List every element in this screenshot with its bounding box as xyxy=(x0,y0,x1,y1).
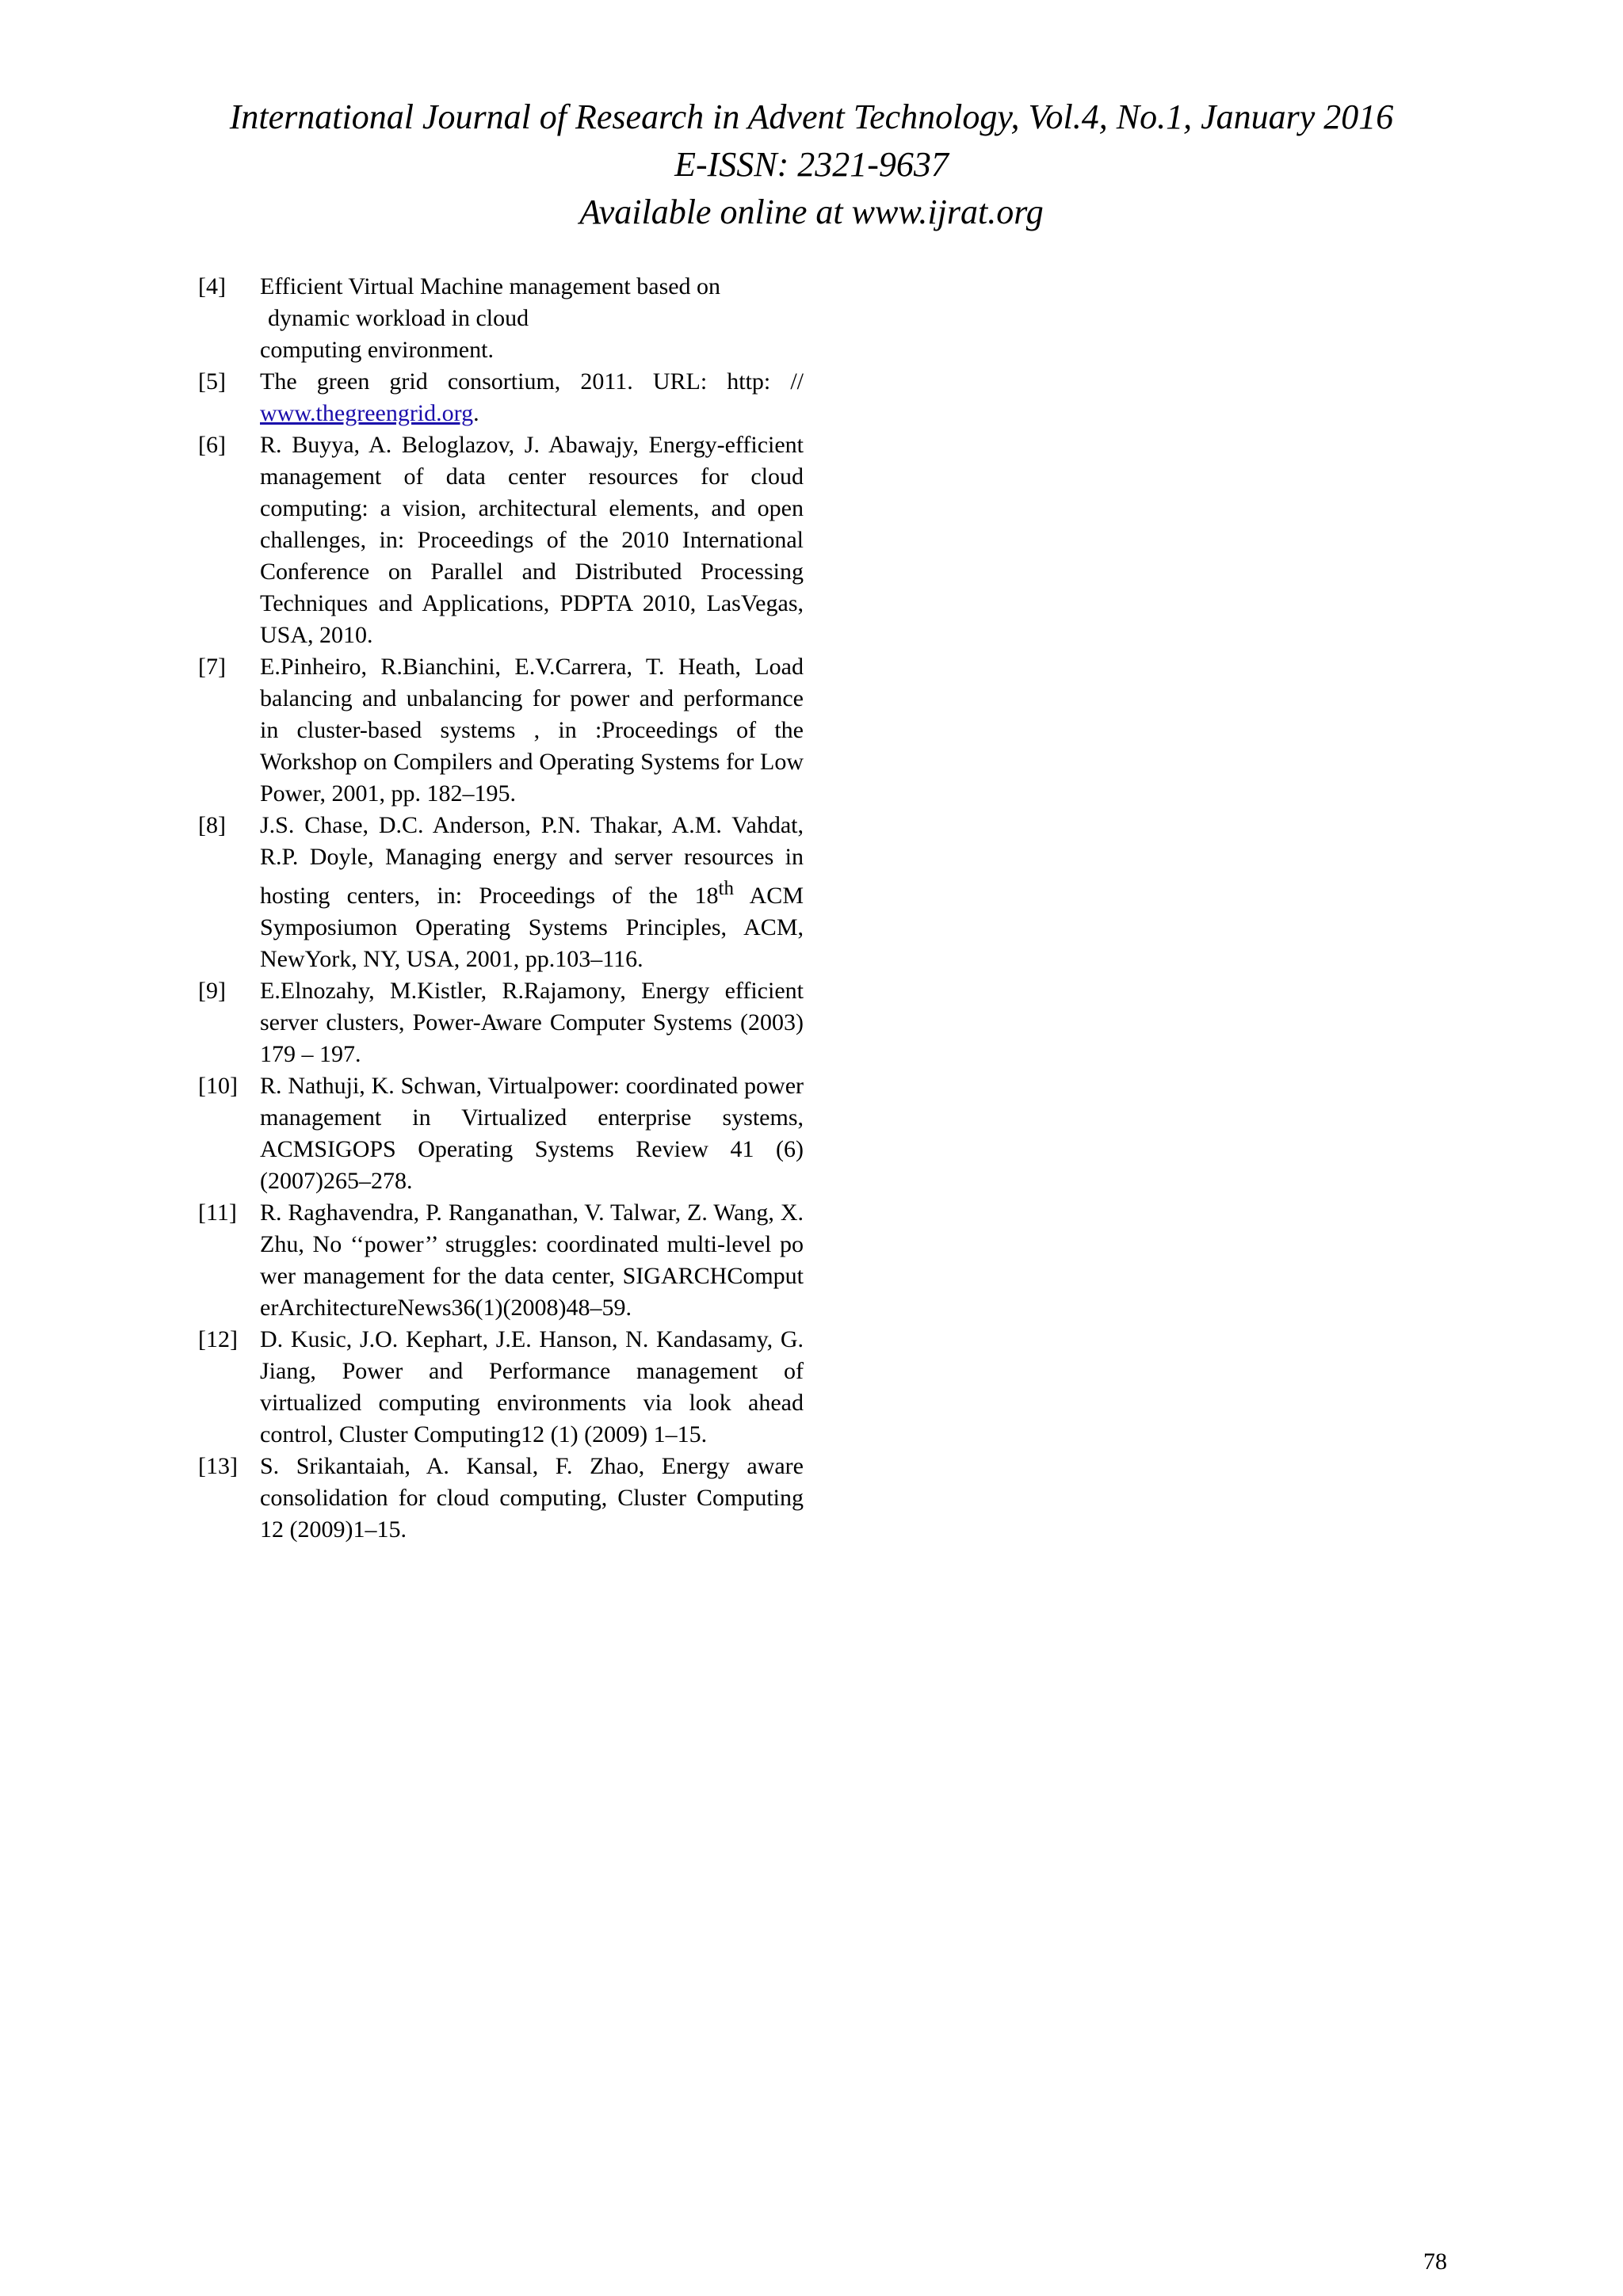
reference-number: [5] xyxy=(198,368,226,395)
reference-number: [4] xyxy=(198,273,226,299)
journal-header xyxy=(0,93,1623,236)
reference-number: [9] xyxy=(198,978,226,1004)
reference-text: R. Buyya, A. Beloglazov, J. Abawajy, Energy-efficient management of data center resources for cloud computing: a vision, architectural elements, and open challenges, in: Proceedings of the 2010 International Conference on Parallel and Distributed Processing Techniques and Applications, PDPTA 2010, LasVegas, USA, 2010. xyxy=(260,432,804,648)
reference-link[interactable]: www.thegreengrid.org xyxy=(260,400,474,426)
journal-title: International Journal of Research in Advent Technology, Vol.4, No.1, January 2016 xyxy=(229,97,1394,136)
reference-item-7 xyxy=(198,651,804,810)
reference-number: [6] xyxy=(198,432,226,458)
reference-text-part: The green grid consortium, 2011. URL: http: // xyxy=(260,368,804,395)
reference-item-9 xyxy=(198,975,804,1070)
reference-line: dynamic workload in cloud xyxy=(268,305,529,331)
reference-item-8 xyxy=(198,810,804,975)
reference-line: computing environment. xyxy=(260,337,494,363)
page-number: 78 xyxy=(1423,2248,1447,2275)
reference-text-part: J.S. Chase, D.C. Anderson, P.N. Thakar, A.M. Vahdat, R.P. Doyle, Managing energy and server resources in hosting centers, in: Proceedings of the 18 xyxy=(260,812,804,909)
reference-text-part: . xyxy=(473,400,479,426)
reference-list xyxy=(198,271,804,1546)
reference-text-part: ACM Symposiumon Operating Systems Principles, ACM, NewYork, NY, USA, 2001, pp.103–116. xyxy=(260,883,804,972)
reference-text: E.Pinheiro, R.Bianchini, E.V.Carrera, T. Heath, Load balancing and unbalancing for power and performance in cluster-based systems , in :Proceedings of the Workshop on Compilers and Operating Systems for Low Power, 2001, pp. 182–195. xyxy=(260,654,804,807)
reference-item-10 xyxy=(198,1070,804,1197)
reference-number: [13] xyxy=(198,1453,238,1479)
reference-number: [7] xyxy=(198,654,226,680)
reference-text xyxy=(260,810,804,975)
reference-superscript: th xyxy=(718,878,734,899)
reference-item-5 xyxy=(198,366,804,429)
reference-text: R. Nathuji, K. Schwan, Virtualpower: coordinated power management in Virtualized enterprise systems, ACMSIGOPS Operating Systems Review 41 (6) (2007)265–278. xyxy=(260,1073,804,1194)
reference-text: D. Kusic, J.O. Kephart, J.E. Hanson, N. Kandasamy, G. Jiang, Power and Performance management of virtualized computing environments via look ahead control, Cluster Computing12 (1) (2009) 1–15. xyxy=(260,1326,804,1447)
reference-text xyxy=(260,271,804,366)
reference-text: E.Elnozahy, M.Kistler, R.Rajamony, Energy efficient server clusters, Power-Aware Computer Systems (2003) 179 – 197. xyxy=(260,978,804,1067)
reference-line: Efficient Virtual Machine management based on xyxy=(260,273,721,299)
journal-availability: Available online at www.ijrat.org xyxy=(579,193,1044,231)
reference-item-13 xyxy=(198,1451,804,1546)
reference-number: [8] xyxy=(198,812,226,838)
reference-item-12 xyxy=(198,1324,804,1451)
reference-text xyxy=(260,366,804,429)
reference-text: S. Srikantaiah, A. Kansal, F. Zhao, Energy aware consolidation for cloud computing, Cluster Computing 12 (2009)1–15. xyxy=(260,1453,804,1543)
reference-item-6 xyxy=(198,429,804,651)
reference-number: [12] xyxy=(198,1326,238,1352)
reference-number: [10] xyxy=(198,1073,238,1099)
reference-item-4 xyxy=(198,271,804,366)
reference-text: R. Raghavendra, P. Ranganathan, V. Talwar, Z. Wang, X. Zhu, No ‘‘power’’ struggles: coordinated multi-level power management for the data center, SIGARCHComputerArchitectureNews36(1)(2008)48–59. xyxy=(260,1199,804,1321)
reference-number: [11] xyxy=(198,1199,237,1226)
reference-item-11 xyxy=(198,1197,804,1324)
journal-issn: E-ISSN: 2321-9637 xyxy=(674,145,949,184)
